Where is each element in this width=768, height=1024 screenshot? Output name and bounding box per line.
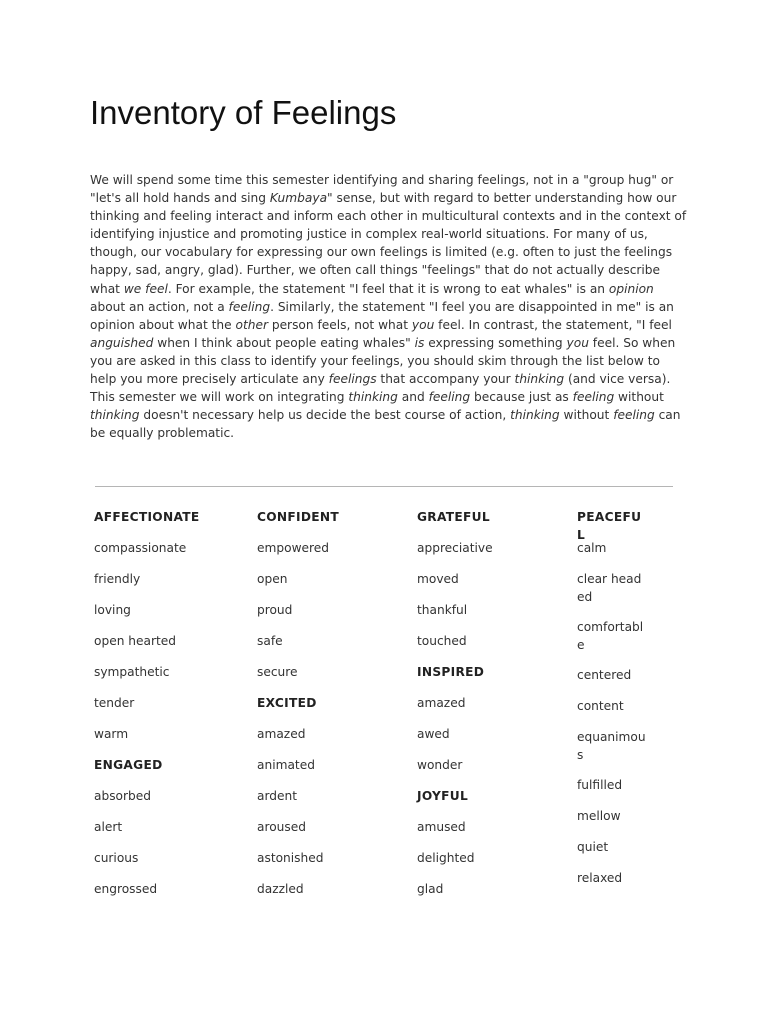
feeling-word: amused [417,820,466,834]
feelings-column-2 [257,508,407,911]
category-heading: PEACEFUL [577,510,642,542]
intro-text: and [397,390,429,405]
feeling-word: empowered [257,541,330,555]
feeling-word: quiet [577,840,609,854]
intro-emphasis: thinking [348,390,398,405]
feeling-word: fulfilled [577,778,623,792]
intro-emphasis: you [566,335,589,350]
intro-emphasis: feeling [613,408,655,423]
feeling-word: loving [94,603,131,617]
intro-emphasis: thinking [90,408,140,423]
feeling-word: moved [417,572,459,586]
feeling-word: astonished [257,851,324,865]
feeling-word: amazed [257,727,306,741]
intro-emphasis: feelings [328,372,377,387]
category-heading: EXCITED [257,696,317,710]
feeling-word: engrossed [94,882,158,896]
feeling-word: aroused [257,820,306,834]
feeling-word: alert [94,820,123,834]
intro-text: can be equally problematic. [90,408,681,441]
intro-text: doesn't necessary help us decide the best course of action, [139,408,511,423]
feeling-word: ardent [257,789,298,803]
intro-text: feel. In contrast, the statement, "I feel [434,317,672,332]
feeling-word: tender [94,696,135,710]
intro-text: without [559,408,614,423]
page-title: Inventory of Feelings [90,94,397,131]
feeling-word: comfortable [577,620,644,652]
category-heading: JOYFUL [417,789,469,803]
feeling-word: animated [257,758,315,772]
feeling-word: delighted [417,851,475,865]
feelings-column-3 [417,508,567,911]
category-heading: GRATEFUL [417,510,490,524]
feeling-word: relaxed [577,871,623,885]
feeling-word: safe [257,634,283,648]
feeling-word: centered [577,668,632,682]
feeling-word: glad [417,882,444,896]
feeling-word: amazed [417,696,466,710]
intro-text: about an action, not a [90,299,229,314]
intro-emphasis: is [414,335,425,350]
feeling-word: compassionate [94,541,187,555]
intro-text: person feels, not what [267,317,412,332]
feeling-word: wonder [417,758,463,772]
category-heading: ENGAGED [94,758,163,772]
feeling-word: open [257,572,288,586]
intro-text: that accompany your [376,372,515,387]
intro-text: feel. So when you are asked in this class to identify your feelings, you should skim through the list below to help you more precisely articulate any [90,335,676,387]
intro-text: (and vice versa). This semester we will work on integrating [90,372,671,405]
feeling-word: content [577,699,624,713]
intro-emphasis: feeling [428,390,471,405]
intro-emphasis: feeling [228,299,271,314]
intro-emphasis: feeling [572,390,615,405]
intro-text: expressing something [424,335,567,350]
section-divider [95,486,673,487]
feeling-word: friendly [94,572,141,586]
feeling-word: touched [417,634,467,648]
category-heading: AFFECTIONATE [94,510,200,524]
intro-text: when I think about people eating whales" [153,335,415,350]
intro-paragraph [90,171,690,442]
intro-text: because just as [470,390,573,405]
intro-emphasis: we feel [123,281,168,296]
intro-emphasis: thinking [514,372,565,387]
intro-text: " sense, but with regard to better understanding how our thinking and feeling interact and inform each other in multicultural contexts and in the context of identifying injustice and promoting justice in complex real-world situations. For many of us, though, our vocabulary for expressing our own feelings is limited (e.g. often to just the feelings happy, sad, angry, glad). Further, we often call things "feelings" that do not actually describe what [90,191,687,296]
feeling-word: calm [577,541,607,555]
feeling-word: secure [257,665,298,679]
feeling-word: open hearted [94,634,177,648]
feeling-word: clear headed [577,572,642,604]
feeling-word: mellow [577,809,621,823]
intro-text: . For example, the statement "I feel that it is wrong to eat whales" is an [167,281,609,296]
category-heading: CONFIDENT [257,510,340,524]
intro-emphasis: you [411,317,435,332]
category-heading: INSPIRED [417,665,485,679]
intro-text: . Similarly, the statement "I feel you are disappointed in me" is an opinion about what the [90,299,674,332]
feeling-word: proud [257,603,293,617]
feeling-word: awed [417,727,450,741]
feeling-word: warm [94,727,129,741]
intro-emphasis: anguished [90,335,154,350]
intro-text: We will spend some time this semester identifying and sharing feelings, not in a "group hug" or "let's all hold hands and sing [90,173,674,206]
feeling-word: absorbed [94,789,151,803]
feeling-word: curious [94,851,139,865]
intro-emphasis: thinking [510,408,560,423]
feeling-word: thankful [417,603,468,617]
feeling-word: equanimous [577,730,646,762]
intro-emphasis: Kumbaya [269,191,328,206]
intro-emphasis: other [235,317,268,332]
intro-text: without [614,390,664,405]
feeling-word: sympathetic [94,665,170,679]
intro-emphasis: opinion [608,281,654,296]
feeling-word: dazzled [257,882,304,896]
feeling-word: appreciative [417,541,493,555]
feelings-column-1 [94,508,244,911]
feelings-column-4 [577,508,647,900]
